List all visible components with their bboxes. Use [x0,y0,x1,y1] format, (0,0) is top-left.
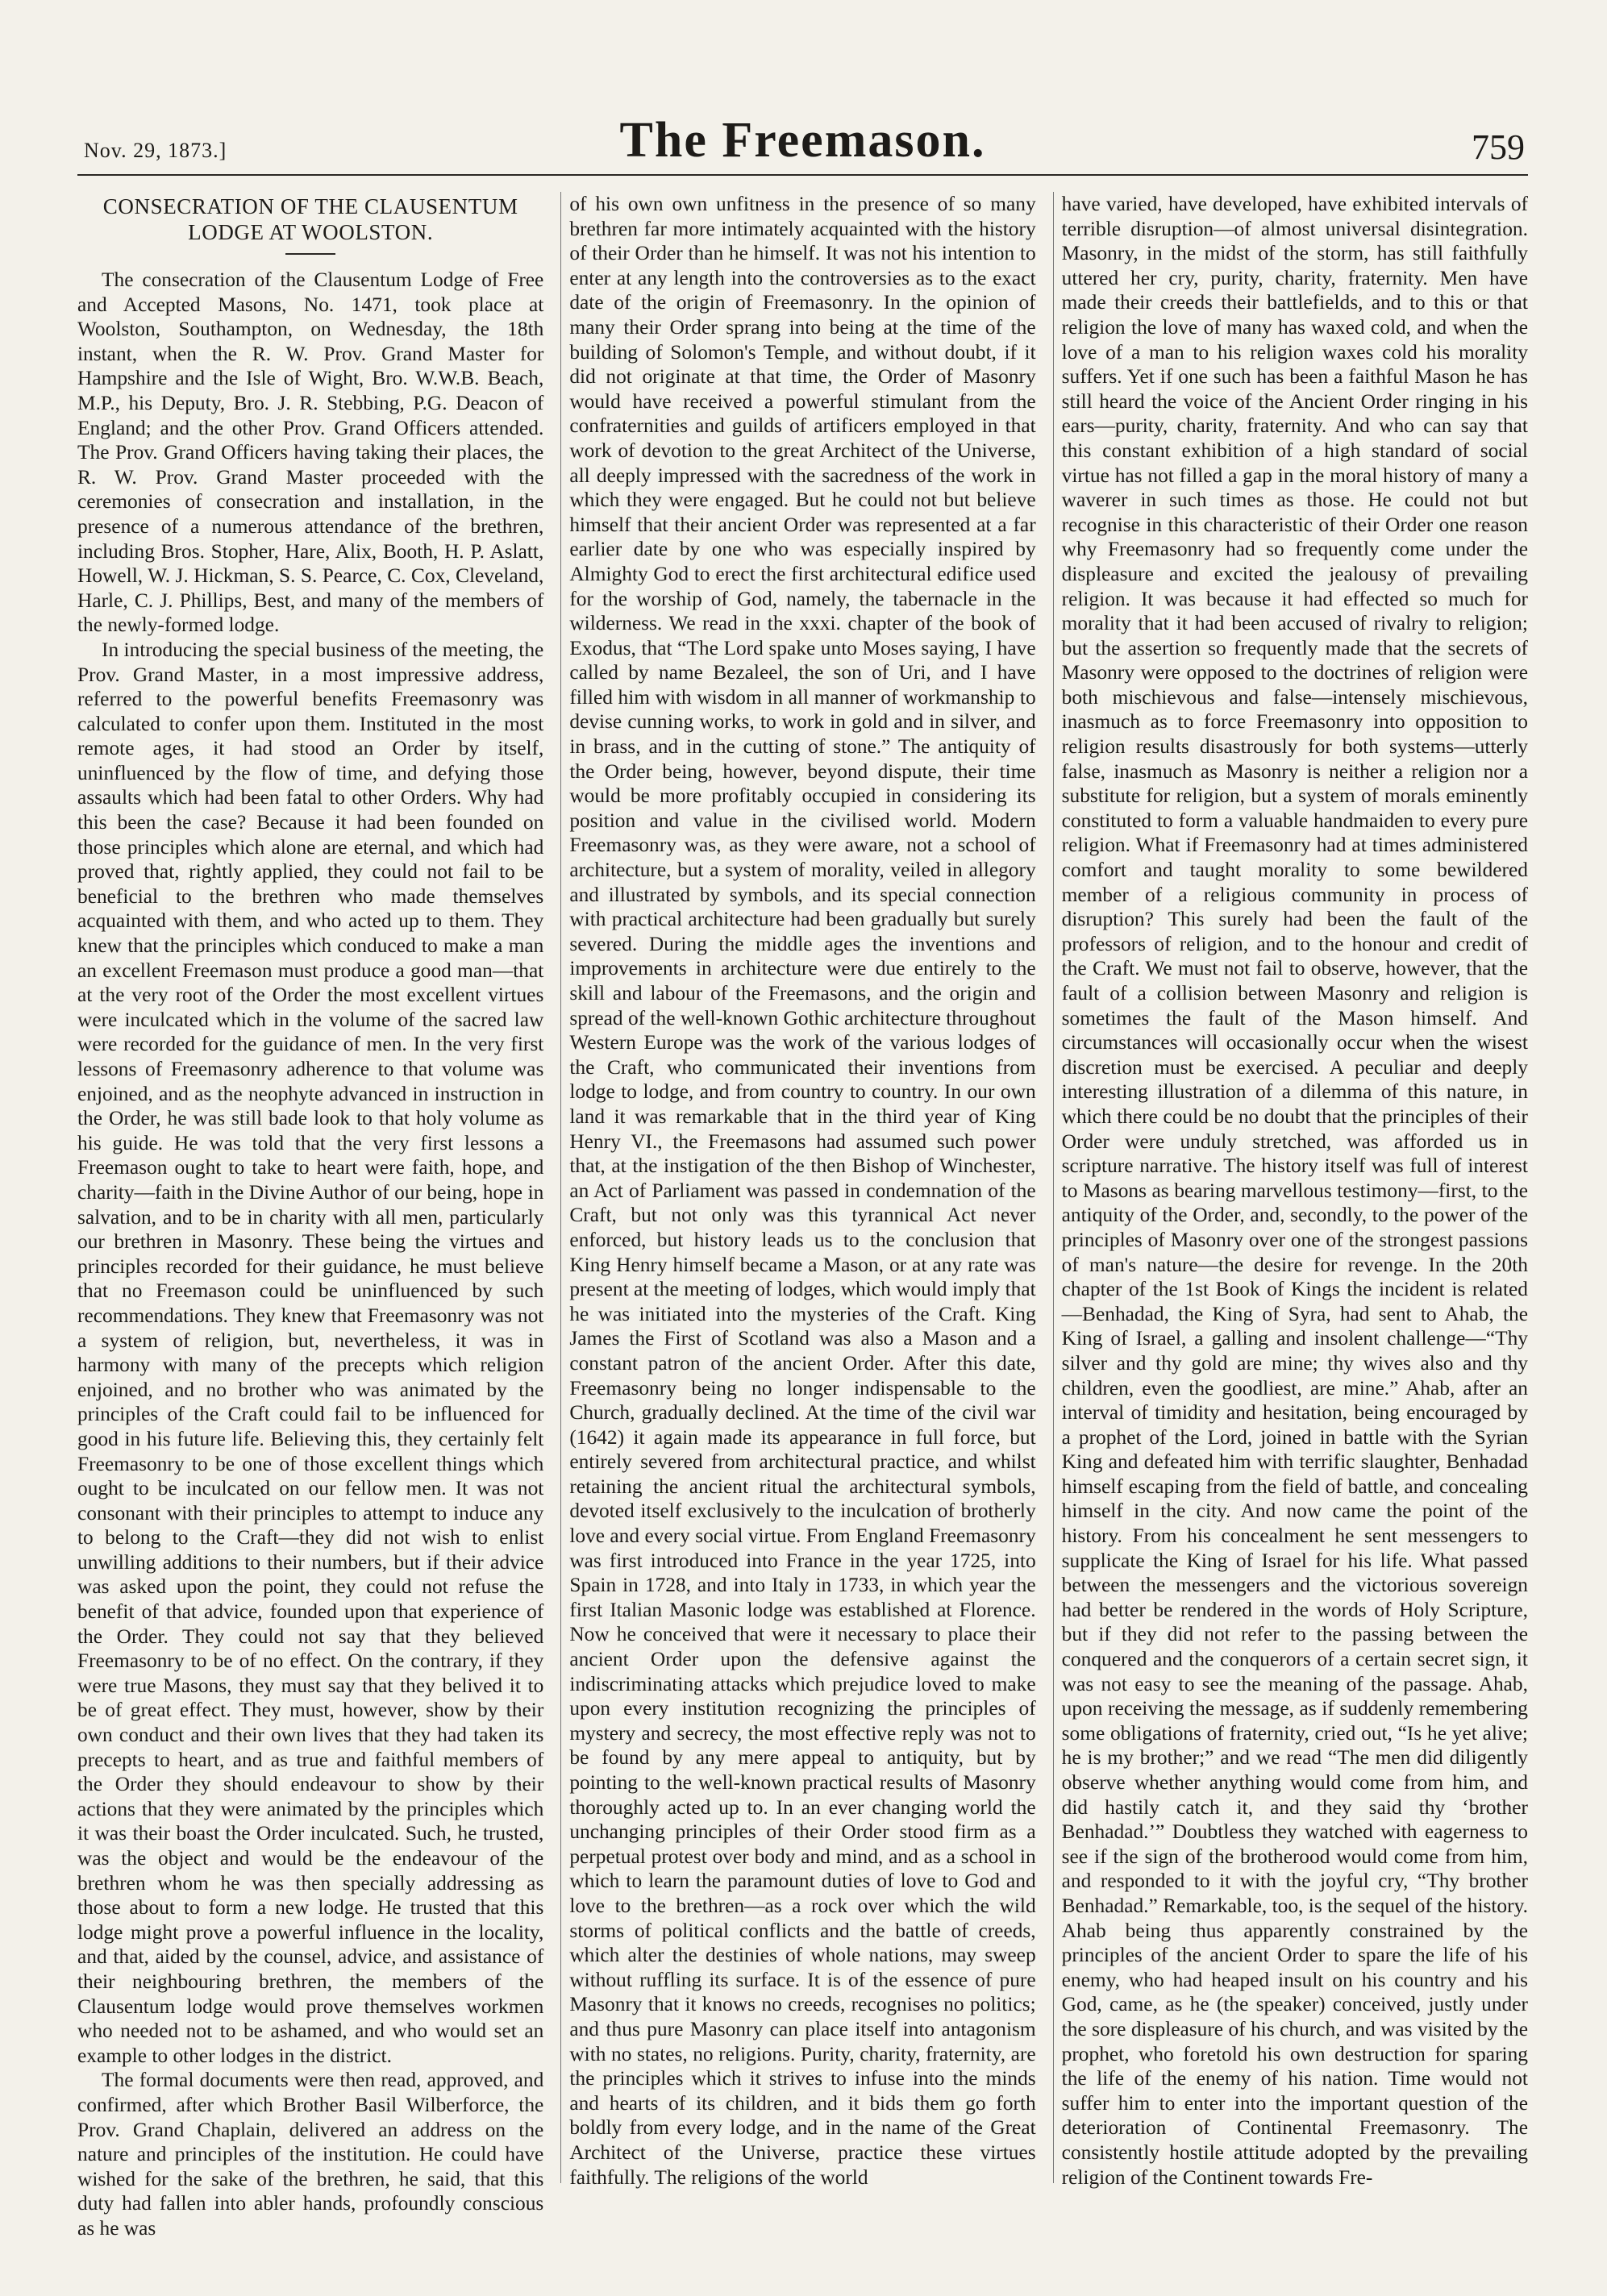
paragraph: of his own own unfitness in the presence of so many brethren far more intimately acquainted with the history of their Order than he himself. It was not his intention to enter at any length into the controversies as to the exact date of the origin of Freemasonry. In the opinion of many their Order sprang into being at the time of the building of Solomon's Temple, and without doubt, if it did not originate at that time, the Order of Masonry would have received a powerful stimulant from the confraternities and guilds of artificers employed in that work of devotion to the great Architect of the Universe, all deeply impressed with the sacredness of the work in which they were engaged. But he could not but believe himself that their ancient Order was represented at a far earlier date by one who was especially inspired by Almighty God to erect the first architectural edifice used for the worship of God, namely, the tabernacle in the wilderness. We read in the xxxi. chapter of the book of Exodus, that “The Lord spake unto Moses saying, I have called by name Bezaleel, the son of Uri, and I have filled him with wisdom in all manner of workmanship to devise cunning works, to work in gold and in silver, and in brass, and in the cutting of stone.” The antiquity of the Order being, however, beyond dispute, their time would be more profitably occupied in considering its position and value in the civilised world. Modern Freemasonry was, as they were aware, not a school of architecture, but a system of morality, veiled in allegory and illustrated by symbols, and its special connection with practical architecture had been gradually but surely severed. During the middle ages the inventions and improvements in architecture were due entirely to the skill and labour of the Freemasons, and the origin and spread of the well-known Gothic architecture throughout Western Europe was the work of the various lodges of the Craft, who communicated their inventions from lodge to lodge, and from country to country. In our own land it was remarkable that in the third year of King Henry VI., the Freemasons had assumed such power that, at the instigation of the then Bishop of Winchester, an Act of Parliament was passed in condemnation of the Craft, but not only was this tyrannical Act never enforced, but history leads us to the conclusion that King Henry himself became a Mason, or at any rate was present at the meeting of lodges, which would imply that he was initiated into the mysteries of the Craft. King James the First of Scotland was also a Mason and a constant patron of the ancient Order. After this date, Freemasonry being no longer indispensable to the Church, gradually declined. At the time of the civil war (1642) it again made its appearance in full force, but entirely severed from architectural practice, and whilst retaining the ancient ritual the architectural symbols, devoted itself exclusively to the inculcation of brotherly love and every social virtue. From England Freemasonry was first introduced into France in the year 1725, into Spain in 1728, and into Italy in 1733, in which year the first Italian Masonic lodge was established at Florence. Now he conceived that were it necessary to place their ancient Order upon the defensive against the indiscriminating attacks which prejudice loved to make upon every institution recognizing the principles of mystery and secrecy, the most effective reply was not to be found by any mere appeal to antiquity, but by pointing to the well-known practical results of Masonry thoroughly acted up to. In an ever changing world the unchanging principles of their Order stood firm as a perpetual protest over body and mind, and as a school in which to learn the paramount duties of love to God and love to the brethren—as a rock over which the wild storms of political conflicts and the battle of creeds, which alter the destinies of whole nations, may sweep without ruffling its surface. It is of the essence of pure Masonry that it knows no creeds, recognises no politics; and thus pure Masonry can place itself into antagonism with no states, no religions. Purity, charity, fraternity, are the principles which it strives to infuse into the minds and hearts of its children, and it bids them go forth boldly from every lodge, and in the name of the Great Architect of the Universe, practice these virtues faithfully. The religions of the world [569,193,1036,2189]
page-number: 759 [1472,127,1525,167]
article-headline: CONSECRATION OF THE CLAUSENTUM LODGE AT WOOLSTON. [102,194,518,244]
paragraph: The formal documents were then read, approved, and confirmed, after which Brother Basil Wilberforce, the Prov. Grand Chaplain, delivered an address on the nature and principles of the institution. He could have wished for the sake of the brethren, he said, that this duty had fallen into abler hands, profoundly conscious as he was [77,2069,544,2240]
article-columns [77,192,1528,2240]
column-2 [560,192,1036,2189]
newspaper-title: The Freemason. [619,113,986,168]
paragraph: The consecration of the Clausentum Lodge of Free and Accepted Masons, No. 1471, took place at Woolston, Southampton, on Wednesday, the 18th instant, when the R. W. Prov. Grand Master for Hampshire and the Isle of Wight, Bro. W.W.B. Beach, M.P., his Deputy, Bro. J. R. Stebbing, P.G. Deacon of England; and the other Prov. Grand Officers attended. The Prov. Grand Officers having taking their places, the R. W. Prov. Grand Master proceeded with the ceremonies of consecration and installation, in the presence of a numerous attendance of the brethren, including Bros. Stopher, Hare, Alix, Booth, H. P. Aslatt, Howell, W. J. Hickman, S. S. Pearce, C. Cox, Cleveland, Harle, C. J. Phillips, Best, and many of the members of the newly-formed lodge. [77,268,544,637]
headline-rule [285,253,335,255]
column-3 [1053,192,1528,2189]
issue-date: Nov. 29, 1873.] [84,139,227,162]
paragraph: In introducing the special business of the meeting, the Prov. Grand Master, in a most impressive address, referred to the powerful benefits Freemasonry was calculated to confer upon them. Instituted in the most remote ages, it had stood an Order by itself, uninfluenced by the flow of time, and defying those assaults which had been fatal to other Orders. Why had this been the case? Because it had been founded on those principles which alone are eternal, and which had proved that, rightly applied, they could not fail to be beneficial to the brethren who made themselves acquainted with them, and who acted up to them. They knew that the principles which conduced to make a man an excellent Freemason must produce a good man—that at the very root of the Order the most excellent virtues were inculcated which in the volume of the sacred law were recorded for the guidance of men. In the very first lessons of Freemasonry adherence to that volume was enjoined, and as the neophyte advanced in instruction in the Order, he was still bade look to that holy volume as his guide. He was told that the very first lessons a Freemason ought to take to heart were faith, hope, and charity—faith in the Divine Author of our being, hope in salvation, and to be in charity with all men, particularly our brethren in Masonry. These being the virtues and principles recorded for their guidance, he must believe that no Freemason could be uninfluenced by such recommendations. They knew that Freemasonry was not a system of religion, but, nevertheless, it was in harmony with many of the precepts which religion enjoined, and no brother who was animated by the principles of the Craft could fail to be influenced for good in his future life. Believing this, they certainly felt Freemasonry to be one of those excellent things which ought to be inculcated on our fellow men. It was not consonant with their principles to attempt to induce any to belong to the Craft—they did not wish to enlist unwilling additions to their numbers, but if their advice was asked upon the point, they could not refuse the benefit of that advice, founded upon that experience of the Order. They could not say that they believed Freemasonry to be of no effect. On the contrary, if they were true Masons, they must say that they belived it to be of great effect. They must, however, show by their own conduct and their own lives that they had taken its precepts to heart, and as true and faithful members of the Order they should endeavour to show by their actions that they were animated by the principles which it was their boast the Order inculcated. Such, he trusted, was the object and would be the endeavour of the brethren whom he was then specially addressing as those about to form a new lodge. He trusted that this lodge might prove a powerful influence in the locality, and that, aided by the counsel, advice, and assistance of their neighbouring brethren, the members of the Clausentum lodge would prove themselves workmen who needed not to be ashamed, and who would set an example to other lodges in the district. [77,638,544,2067]
masthead [77,106,1528,176]
column-1 [77,192,544,2240]
paragraph: have varied, have developed, have exhibited intervals of terrible disruption—of almost universal disintegration. Masonry, in the midst of the storm, has still faithfully uttered her cry, purity, charity, fraternity. Men have made their creeds their battlefields, and to this or that religion the love of many has waxed cold, and when the love of a man to his religion waxes cold his morality suffers. Yet if one such has been a faithful Mason he has still heard the voice of the Ancient Order ringing in his ears—purity, charity, fraternity. And who can say that this constant exhibition of a high standard of social virtue has not filled a gap in the moral history of many a waverer in such times as those. He could not but recognise in this characteristic of their Order one reason why Freemasonry had so frequently come under the displeasure and excited the jealousy of prevailing religion. It was because it had effected so much for morality that it had been accused of rivalry to religion; but the assertion so frequently made that the secrets of Masonry were opposed to the doctrines of religion were both mischievous and false—intensely mischievous, inasmuch as to force Freemasonry into opposition to religion results disastrously for both systems—utterly false, inasmuch as Masonry is neither a religion nor a substitute for religion, but a system of morals eminently constituted to form a valuable handmaiden to every pure religion. What if Freemasonry had at times administered comfort and taught morality to some bewildered member of a religious community in process of disruption? This surely had been the fault of the professors of religion, and to the honour and credit of the Craft. We must not fail to observe, however, that the fault of a collision between Masonry and religion is sometimes the fault of the Mason himself. And circumstances will occasionally occur when the wisest discretion must be exercised. A peculiar and deeply interesting illustration of a dilemma of this nature, in which there could be no doubt that the principles of their Order were unduly stretched, was afforded us in scripture narrative. The history itself was full of interest to Masons as bearing marvellous testimony—first, to the antiquity of the Order, and, secondly, to the power of the principles of Masonry over one of the strongest passions of man's nature—the desire for revenge. In the 20th chapter of the 1st Book of Kings the incident is related—Benhadad, the King of Syra, had sent to Ahab, the King of Israel, a galling and insolent challenge—“Thy silver and thy gold are mine; thy wives also and thy children, even the goodliest, are mine.” Ahab, after an interval of timidity and hesitation, being encouraged by a prophet of the Lord, joined in battle with the Syrian King and defeated him with terrific slaughter, Benhadad himself escaping from the field of battle, and concealing himself in the city. And now came the point of the history. From his concealment he sent messengers to supplicate the King of Israel for his life. What passed between the messengers and the victorious sovereign had better be rendered in the words of Holy Scripture, but if they did not refer to the passing between the conquered and the conquerors of a certain secret sign, it was not easy to see the meaning of the passage. Ahab, upon receiving the message, as if suddenly remembering some obligations of fraternity, cried out, “Is he yet alive; he is my brother;” and we read “The men did diligently observe whether anything would come from him, and did hastily catch it, and they said thy ‘brother Benhadad.’” Doubtless they watched with eagerness to see if the sign of the brotherood would come from him, and responded to it with the joyful cry, “Thy brother Benhadad.” Remarkable, too, is the sequel of the history. Ahab being thus apparently constrained by the principles of the ancient Order to spare the life of his enemy, who had heaped insult on his country and his God, came, as he (the speaker) conceived, justly under the sore displeasure of his church, and was visited by the prophet, who foretold his own destruction for sparing the life of the enemy of his nation. Time would not suffer him to enter into the important question of the deterioration of Continental Freemasonry. The consistently hostile attitude adopted by the prevailing religion of the Continent towards Fre- [1061,193,1528,2189]
